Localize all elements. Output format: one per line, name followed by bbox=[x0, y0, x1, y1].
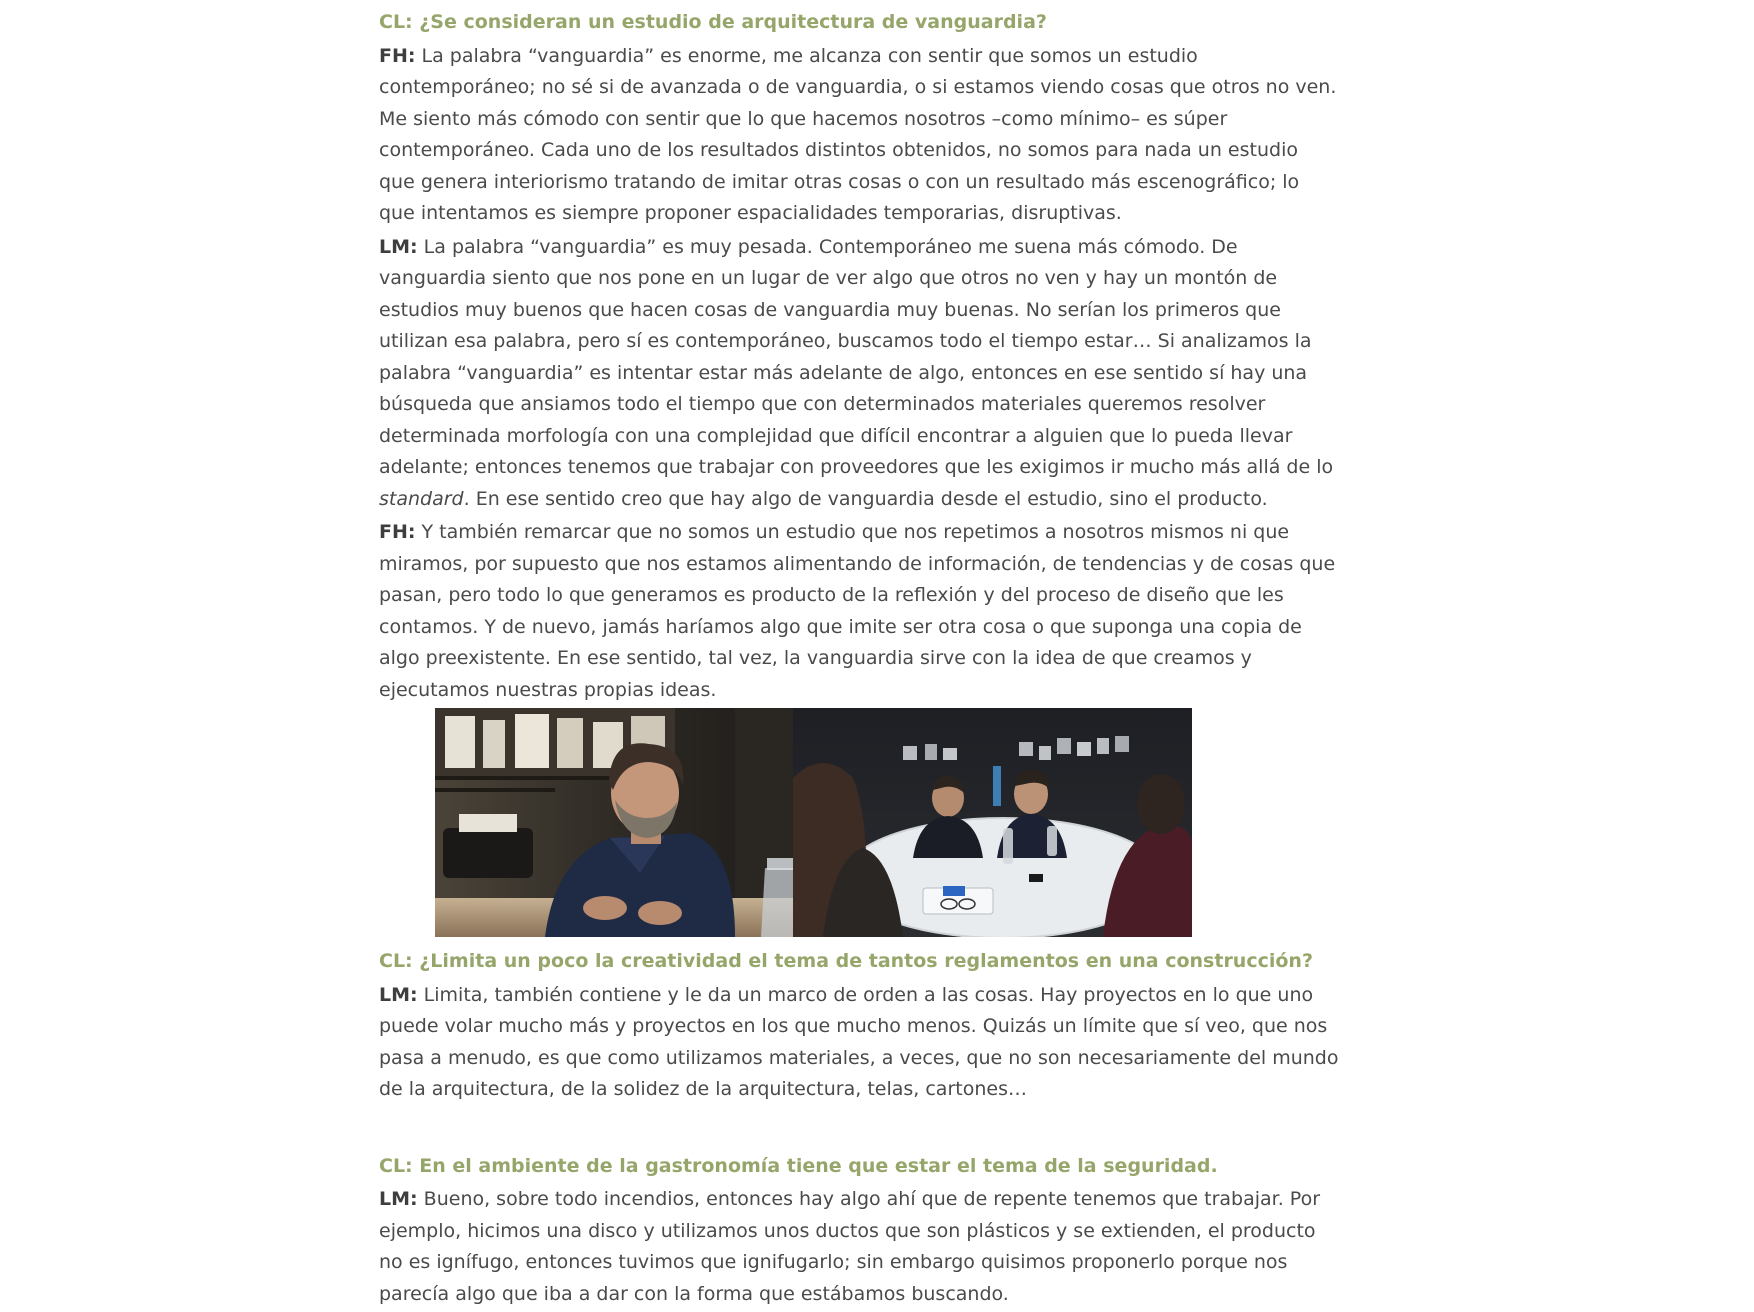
question-text: ¿Se consideran un estudio de arquitectura de vanguardia? bbox=[419, 11, 1047, 33]
answer-2 bbox=[379, 232, 1339, 516]
answer-text: Limita, también contiene y le da un marco de orden a las cosas. Hay proyectos en lo que uno puede volar mucho más y proyectos en los que mucho menos. Quizás un límite que sí veo, que nos pasa a menudo, es que como utilizamos materiales, a veces, que no son necesariamente del mundo de la arquitectura, de la solidez de la arquitectura, telas, cartones… bbox=[379, 983, 1339, 1100]
question-speaker: CL: bbox=[379, 950, 413, 972]
answer-speaker: FH: bbox=[379, 521, 416, 543]
question-3 bbox=[379, 1151, 1339, 1183]
question-1 bbox=[379, 7, 1339, 39]
photo-meeting-table bbox=[793, 708, 1192, 937]
answer-text: Bueno, sobre todo incendios, entonces hay algo ahí que de repente tenemos que trabajar. Por ejemplo, hicimos una disco y utilizamos unos ductos que son plásticos y se extienden, el producto no es ignífugo, entonces tuvimos que ignifugarlo; sin embargo quisimos proponerlo porque nos parecía algo que iba a dar con la forma que estábamos buscando. bbox=[379, 1188, 1321, 1305]
answer-speaker: LM: bbox=[379, 983, 418, 1006]
answer-text: La palabra “vanguardia” es enorme, me alcanza con sentir que somos un estudio contemporáneo; no sé si de avanzada o de vanguardia, o si estamos viendo cosas que otros no ven. Me siento más cómodo con sentir que lo que hacemos nosotros –como mínimo– es súper contemporáneo. Cada uno de los resultados distintos obtenidos, no somos para nada un estudio que genera interiorismo tratando de imitar otras cosas o con un resultado más escenográfico; lo que intentamos es siempre proponer espacialidades temporarias, disruptivas. bbox=[379, 44, 1337, 224]
answer-4 bbox=[379, 980, 1339, 1106]
article-body bbox=[379, 0, 1339, 1312]
photo-gallery bbox=[379, 708, 1339, 939]
answer-1 bbox=[379, 41, 1339, 230]
question-speaker: CL: bbox=[379, 11, 413, 33]
answer-speaker: FH: bbox=[379, 44, 416, 67]
answer-text-italic: standard bbox=[379, 487, 464, 510]
question-speaker: CL: bbox=[379, 1154, 413, 1177]
section-spacer bbox=[379, 1108, 1339, 1144]
question-2 bbox=[379, 946, 1339, 978]
answer-text: La palabra “vanguardia” es muy pesada. Contemporáneo me suena más cómodo. De vanguardia siento que nos pone en un lugar de ver algo que otros no ven y hay un montón de estudios muy buenos que hacen cosas de vanguardia muy buenas. No serían los primeros que utilizan esa palabra, pero sí es contemporáneo, buscamos todo el tiempo estar… Si analizamos la palabra “vanguardia” es intentar estar más adelante de algo, entonces en ese sentido sí hay una búsqueda que ansiamos todo el tiempo que con determinados materiales queremos resolver determinada morfología con una complejidad que difícil encontrar a alguien que lo pueda llevar adelante; entonces tenemos que trabajar con proveedores que les exigimos ir mucho más allá de lo bbox=[379, 235, 1334, 478]
answer-text: Y también remarcar que no somos un estudio que nos repetimos a nosotros mismos ni que miramos, por supuesto que nos estamos alimentando de información, de tendencias y de cosas que pasan, pero todo lo que generamos es producto de la reflexión y del proceso de diseño que les contamos. Y de nuevo, jamás haríamos algo que imite ser otra cosa o que suponga una copia de algo preexistente. En ese sentido, tal vez, la vanguardia sirve con la idea de que creamos y ejecutamos nuestras propias ideas. bbox=[379, 521, 1336, 701]
question-text: En el ambiente de la gastronomía tiene que estar el tema de la seguridad. bbox=[419, 1154, 1218, 1177]
answer-speaker: LM: bbox=[379, 235, 418, 258]
photo-interviewee-portrait bbox=[435, 708, 834, 937]
answer-3 bbox=[379, 517, 1339, 706]
answer-text: . En ese sentido creo que hay algo de vanguardia desde el estudio, sino el producto. bbox=[463, 487, 1268, 510]
question-text: ¿Limita un poco la creatividad el tema de tantos reglamentos en una construcción? bbox=[419, 950, 1313, 972]
answer-speaker: LM: bbox=[379, 1188, 418, 1210]
answer-5 bbox=[379, 1184, 1339, 1310]
